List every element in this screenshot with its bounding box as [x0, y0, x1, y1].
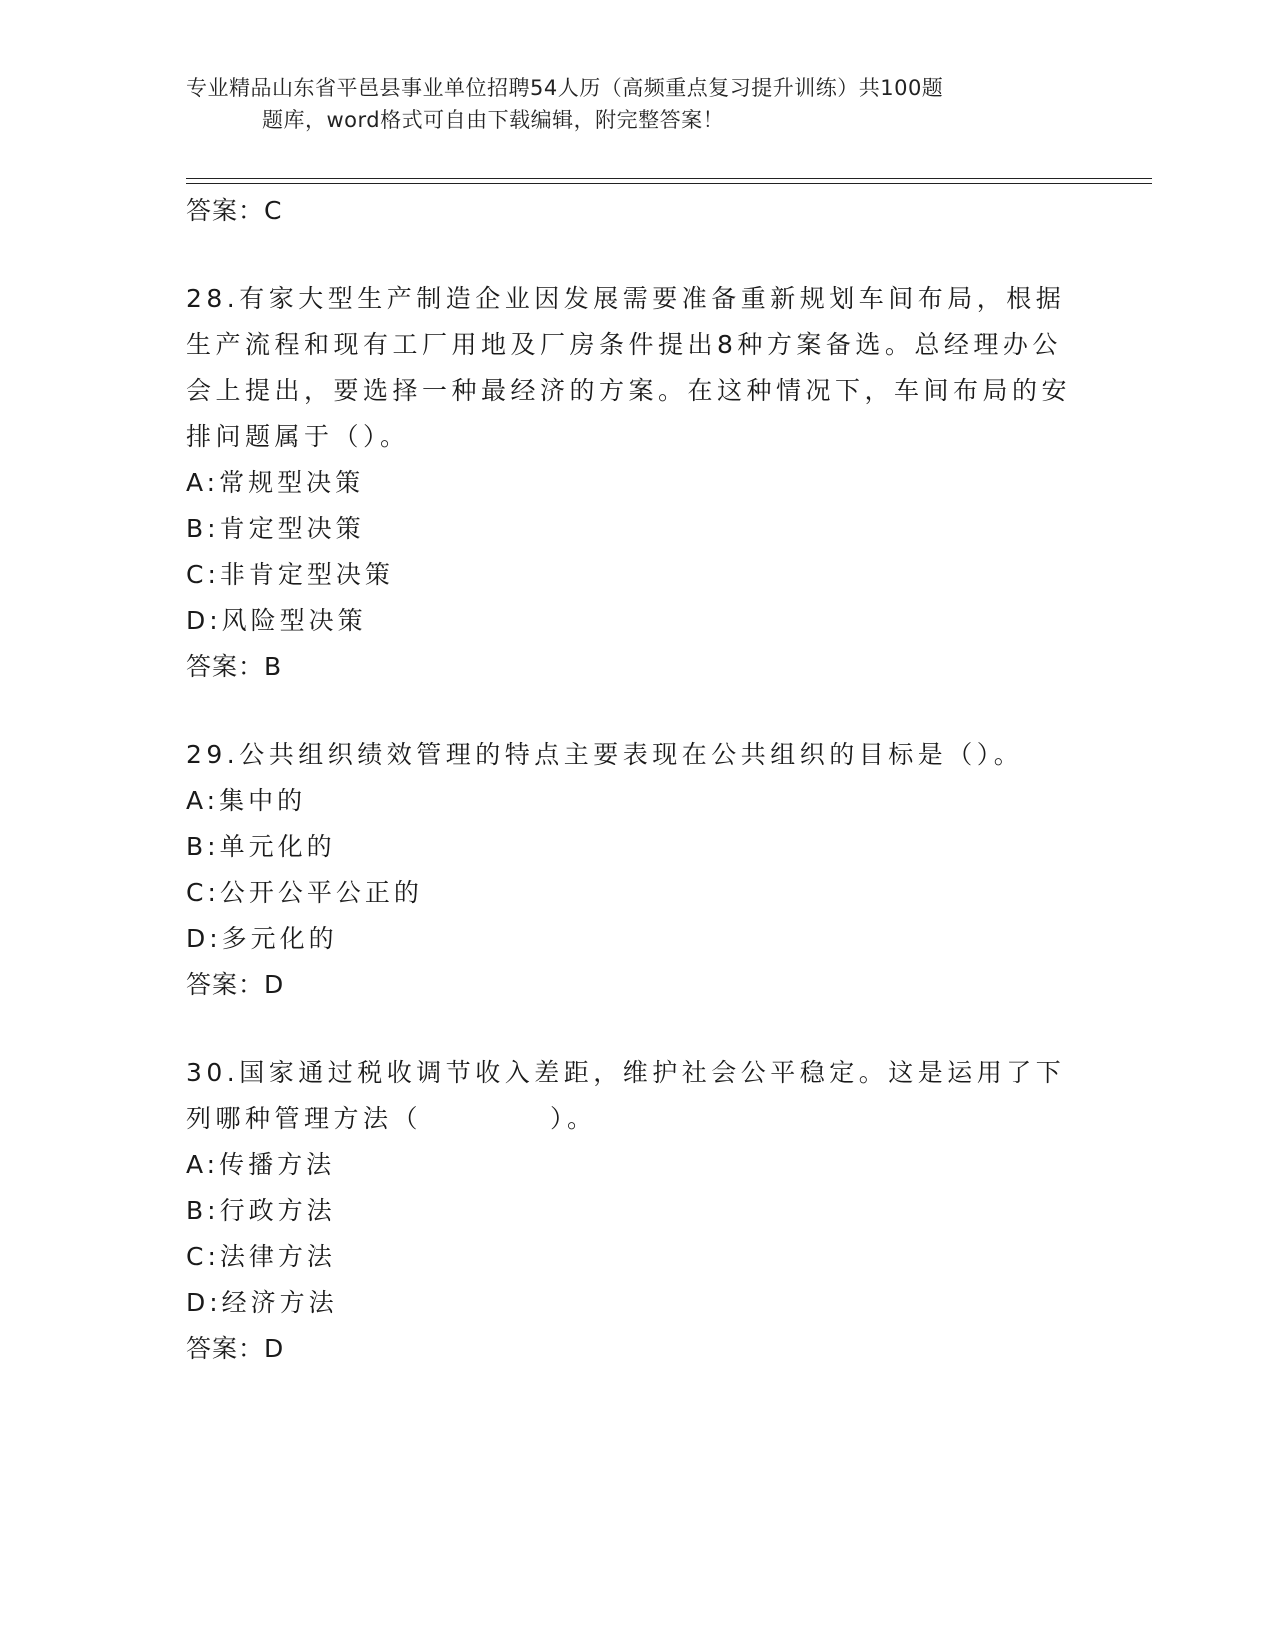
header-divider-top	[186, 178, 1152, 179]
question-text	[186, 1050, 1086, 1142]
option-d: D:多元化的	[186, 924, 338, 953]
option-a: A:传播方法	[186, 1150, 336, 1179]
option-b: B:行政方法	[186, 1196, 336, 1225]
question-text: 29.公共组织绩效管理的特点主要表现在公共组织的目标是（）。	[186, 740, 1024, 769]
option-d: D:风险型决策	[186, 606, 367, 635]
option-a: A:常规型决策	[186, 468, 365, 497]
option-c: C:法律方法	[186, 1242, 336, 1271]
question-29	[186, 732, 1086, 1008]
header-title-line1: 专业精品山东省平邑县事业单位招聘54人历（高频重点复习提升训练）共100题	[186, 76, 944, 100]
question-text: 28.有家大型生产制造企业因发展需要准备重新规划车间布局，根据生产流程和现有工厂用地及厂房条件提出8种方案备选。总经理办公会上提出，要选择一种最经济的方案。在这种情况下，车间布局的安排问题属于（）。	[186, 284, 1072, 451]
answer-line: 答案：D	[186, 1334, 285, 1363]
option-b: B:肯定型决策	[186, 514, 365, 543]
question-30	[186, 1050, 1086, 1372]
answer-line: 答案：D	[186, 970, 285, 999]
document-body	[186, 188, 1086, 1372]
header-title-line2: 题库，word格式可自由下载编辑，附完整答案！	[262, 108, 725, 132]
option-c: C:非肯定型决策	[186, 560, 394, 589]
question-text-before-blank: 30.国家通过税收调节收入差距，维护社会公平稳定。这是运用了下列哪种管理方法（	[186, 1058, 1066, 1133]
option-d: D:经济方法	[186, 1288, 338, 1317]
answer-line: 答案：C	[186, 196, 283, 225]
header-divider-bottom	[186, 183, 1152, 184]
question-text-after-blank: ）。	[550, 1104, 597, 1133]
page-header	[0, 72, 1275, 136]
option-a: A:集中的	[186, 786, 307, 815]
option-c: C:公开公平公正的	[186, 878, 423, 907]
question-28	[186, 276, 1086, 690]
option-b: B:单元化的	[186, 832, 336, 861]
answer-line: 答案：B	[186, 652, 283, 681]
